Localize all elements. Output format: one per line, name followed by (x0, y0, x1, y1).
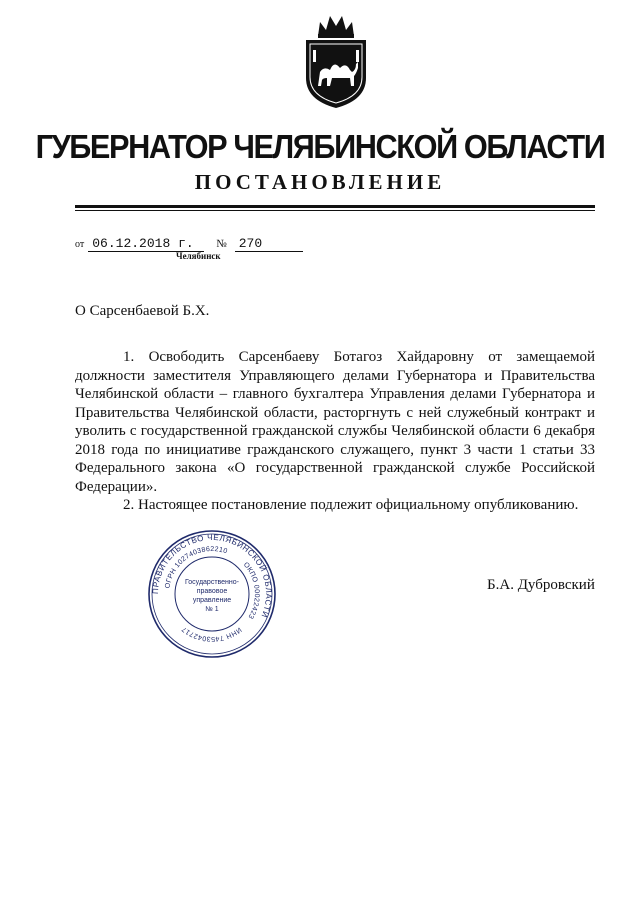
decree-subject: О Сарсенбаевой Б.Х. (75, 303, 210, 319)
doc-type-title: ПОСТАНОВЛЕНИЕ (194, 170, 446, 194)
chelyabinsk-coat-of-arms-icon (296, 10, 376, 110)
issuing-city: Челябинск (176, 251, 221, 261)
stamp-center-line: правовое (196, 588, 228, 595)
stamp-center-line: № 1 (205, 606, 219, 613)
stamp-center-line: управление (192, 597, 232, 604)
stamp-ogrn: ОГРН 1027403862210 (164, 545, 229, 589)
registration-line (75, 236, 303, 252)
number-label: № (216, 238, 227, 250)
stamp-okpo: ОКПО 00022423 (241, 561, 261, 620)
stamp-ring-text: ПРАВИТЕЛЬСТВО ЧЕЛЯБИНСКОЙ ОБЛАСТИ (150, 532, 274, 620)
org-title: ГУБЕРНАТОР ЧЕЛЯБИНСКОЙ ОБЛАСТИ (35, 128, 605, 165)
stamp-inn: ИНН 7453042717 (180, 624, 243, 643)
official-stamp (146, 528, 278, 660)
paragraph-1: 1. Освободить Сарсенбаеву Ботагоз Хайдаровну от замещаемой должности заместителя Управляющего делами Губернатора и Правительства Челябинской области – главного бухгалтера Управления делами Губернатора и Правительства Челябинской области, расторгнуть с ней служебный контракт и уволить с государственной гражданской службы Челябинской области 6 декабря 2018 года по инициативе гражданского служащего, пункт 3 части 1 статьи 33 Федерального закона «О государственной гражданской службе Российской Федерации». (75, 349, 595, 495)
header-rule-thin (75, 210, 595, 211)
date-label: от (75, 239, 85, 250)
decree-number: 270 (235, 236, 303, 252)
header-rule-thick (75, 205, 595, 208)
stamp-center-line: Государственно- (184, 579, 240, 586)
paragraph-2: 2. Настоящее постановление подлежит официальному опубликованию. (123, 497, 579, 513)
svg-text:ИНН 7453042717 (181, 625, 243, 642)
decree-date: 06.12.2018 г. (88, 236, 204, 252)
decree-body (75, 348, 595, 515)
signer-name: Б.А. Дубровский (487, 577, 595, 593)
